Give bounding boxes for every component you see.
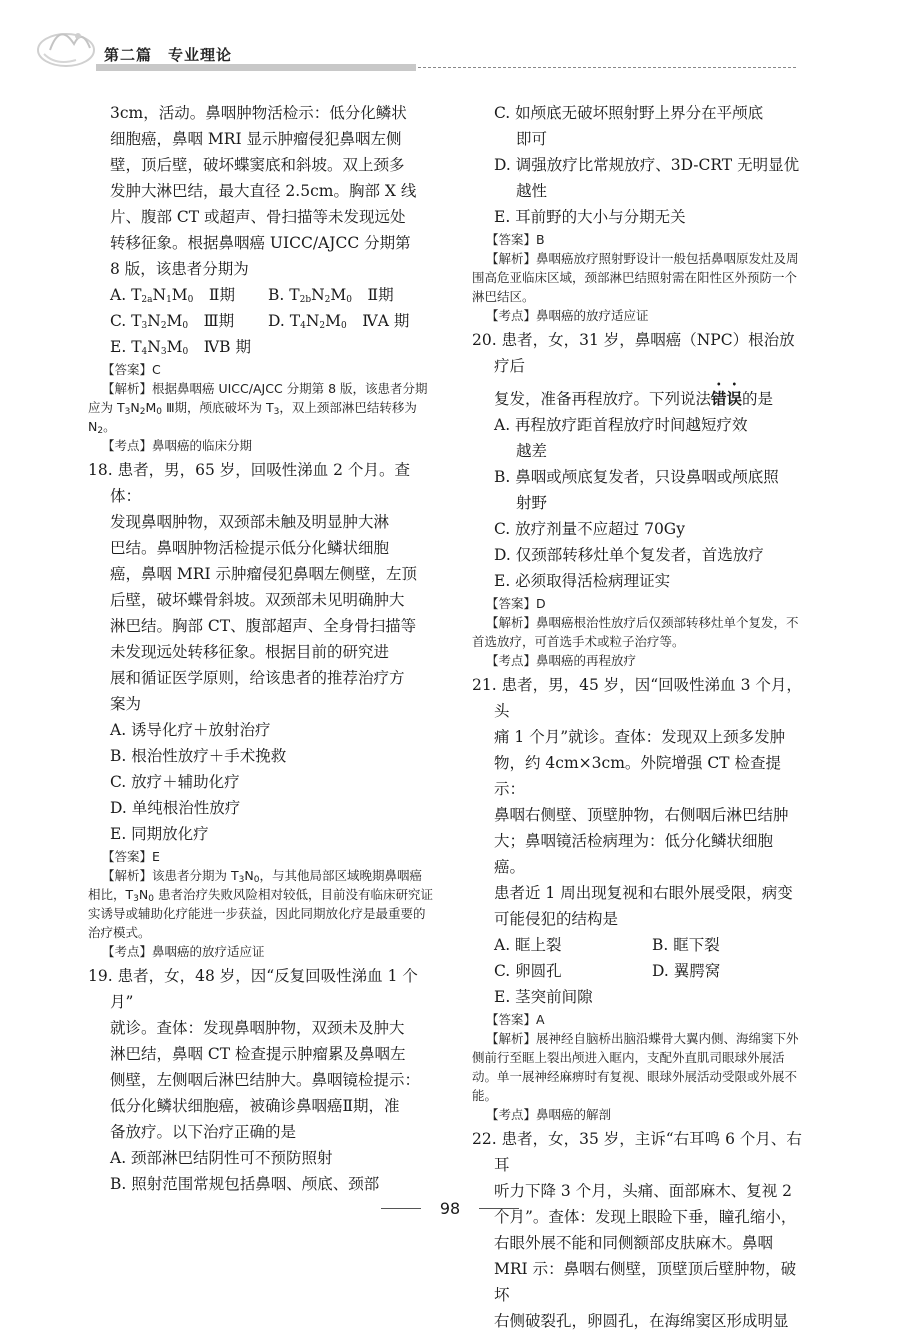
option-row bbox=[88, 334, 433, 360]
option-d-continued: 越性 bbox=[516, 182, 548, 200]
text-line: 案为 bbox=[110, 695, 142, 713]
text-line: 鼻咽右侧壁、顶壁肿物，右侧咽后淋巴结肿 bbox=[494, 806, 789, 824]
option-a-continued: 越差 bbox=[516, 442, 548, 460]
option-b: B. 眶下裂 bbox=[652, 936, 720, 954]
option-e: E. 同期放化疗 bbox=[110, 825, 209, 843]
option-c: C. $T_3N_2M_0$ Ⅲ期 bbox=[110, 312, 235, 331]
option-a: A. 诱导化疗＋放射治疗 bbox=[110, 721, 271, 739]
header-bar bbox=[96, 64, 416, 71]
key-point: 【考点】鼻咽癌的放疗适应证 bbox=[486, 308, 649, 323]
text-line: 巴结。鼻咽肿物活检提示低分化鳞状细胞 bbox=[110, 539, 390, 557]
question-22 bbox=[472, 1126, 802, 1334]
option-d: D. 调强放疗比常规放疗、3D-CRT 无明显优 bbox=[494, 156, 800, 174]
option-a: A. $T_{2a}N_1M_0$ Ⅱ期 bbox=[110, 286, 235, 305]
text-line: 右眼外展不能和同侧额部皮肤麻木。鼻咽 bbox=[494, 1234, 774, 1252]
answer: 【答案】A bbox=[486, 1012, 545, 1027]
explanation: 【解析】根据鼻咽癌 UICC/AJCC 分期第 8 版，该患者分期应为 $T_3N_2M_0$ Ⅲ期，颅底破坏为 $T_3$，双上颈部淋巴结转移为 $N_2$。 bbox=[88, 381, 428, 436]
text-line: 痛 1 个月”就诊。查体：发现双上颈多发肿 bbox=[494, 728, 786, 746]
text-line: 片、腹部 CT 或超声、骨扫描等未发现远处 bbox=[110, 208, 406, 226]
text-line: 个月”。查体：发现上眼睑下垂，瞳孔缩小， bbox=[494, 1208, 797, 1226]
question-21 bbox=[472, 672, 802, 1124]
text-line: 侧壁，左侧咽后淋巴结肿大。鼻咽镜检提示： bbox=[110, 1071, 421, 1089]
option-d: D. 仅颈部转移灶单个复发者，首选放疗 bbox=[494, 546, 764, 564]
text-line: 淋巴结，鼻咽 CT 检查提示肿瘤累及鼻咽左 bbox=[110, 1045, 406, 1063]
text-line: 物，约 4cm×3cm。外院增强 CT 检查提示： bbox=[494, 754, 781, 798]
question-17-continued bbox=[88, 100, 433, 455]
explanation: 【解析】该患者分期为 $T_3N_0$，与其他局部区域晚期鼻咽癌相比，$T_3N_0$ 患者治疗失败风险相对较低，目前没有临床研究证实诱导或辅助化疗能进一步获益，因此同期放化疗是最重要的治疗模式。 bbox=[88, 868, 433, 940]
text-line: 发肿大淋巴结，最大直径 2.5cm。胸部 X 线 bbox=[110, 182, 417, 200]
option-e: E. 耳前野的大小与分期无关 bbox=[494, 208, 686, 226]
question-18 bbox=[88, 457, 433, 961]
option-row bbox=[472, 932, 802, 958]
option-e: E. $T_4N_3M_0$ ⅣB 期 bbox=[110, 338, 251, 357]
option-c: C. 卵圆孔 bbox=[494, 962, 562, 980]
option-e: E. 茎突前间隙 bbox=[494, 988, 593, 1006]
option-a: A. 眶上裂 bbox=[494, 936, 562, 954]
option-d: D. 单纯根治性放疗 bbox=[110, 799, 241, 817]
text-line: 大；鼻咽镜活检病理为：低分化鳞状细胞癌。 bbox=[494, 832, 774, 876]
option-d: D. $T_4N_2M_0$ ⅣA 期 bbox=[268, 312, 410, 331]
text-line: 细胞癌，鼻咽 MRI 显示肿瘤侵犯鼻咽左侧 bbox=[110, 130, 402, 148]
key-point: 【考点】鼻咽癌的临床分期 bbox=[102, 438, 253, 453]
text-line: 未发现远处转移征象。根据目前的研究进 bbox=[110, 643, 390, 661]
section-title: 第二篇 专业理论 bbox=[104, 46, 233, 64]
text-line: 3cm，活动。鼻咽肿物活检示：低分化鳞状 bbox=[110, 104, 407, 122]
question-20 bbox=[472, 327, 802, 670]
option-b: B. 鼻咽或颅底复发者，只设鼻咽或颅底照 bbox=[494, 468, 779, 486]
explanation: 【解析】鼻咽癌根治性放疗后仅颈部转移灶单个复发，不首选放疗，可首选手术或粒子治疗等。 bbox=[472, 615, 799, 649]
text-line: MRI 示：鼻咽右侧壁，顶壁顶后壁肿物，破坏 bbox=[494, 1260, 797, 1304]
text-line: 就诊。查体：发现鼻咽肿物，双颈未及肿大 bbox=[110, 1019, 405, 1037]
option-row bbox=[88, 282, 433, 308]
question-19 bbox=[88, 963, 433, 1197]
option-a: A. 再程放疗距首程放疗时间越短疗效 bbox=[494, 416, 748, 434]
emphasis-word: 错误 bbox=[711, 389, 743, 408]
text-line: 听力下降 3 个月，头痛、面部麻木、复视 2 bbox=[494, 1182, 793, 1200]
option-b: B. 照射范围常规包括鼻咽、颅底、颈部 bbox=[110, 1175, 380, 1193]
question-stem: 18. 患者，男，65 岁，回吸性涕血 2 个月。查体： bbox=[88, 461, 410, 505]
option-e: E. 必须取得活检病理证实 bbox=[494, 572, 671, 590]
header-dashed-line bbox=[418, 67, 796, 68]
text-line: 壁，顶后壁，破坏蝶窦底和斜坡。双上颈多 bbox=[110, 156, 405, 174]
question-stem: 19. 患者，女，48 岁，因“反复回吸性涕血 1 个月” bbox=[88, 967, 418, 1011]
question-stem: 22. 患者，女，35 岁，主诉“右耳鸣 6 个月、右耳 bbox=[472, 1130, 802, 1174]
right-column bbox=[472, 100, 802, 1334]
footer-dash-left bbox=[381, 1208, 421, 1209]
text-line: 右侧破裂孔，卵圆孔，在海绵窦区形成明显 bbox=[494, 1312, 789, 1330]
option-b: B. $T_{2b}N_2M_0$ Ⅱ期 bbox=[268, 286, 394, 305]
option-row bbox=[88, 308, 433, 334]
left-column bbox=[88, 100, 433, 1197]
key-point: 【考点】鼻咽癌的解剖 bbox=[486, 1107, 612, 1122]
option-c: C. 放疗剂量不应超过 70Gy bbox=[494, 520, 685, 538]
lotus-logo-icon bbox=[30, 14, 100, 74]
key-point: 【考点】鼻咽癌的放疗适应证 bbox=[102, 944, 265, 959]
text-line: 可能侵犯的结构是 bbox=[494, 910, 619, 928]
text-line: 患者近 1 周出现复视和右眼外展受限，病变 bbox=[494, 884, 793, 902]
page-footer bbox=[0, 1198, 900, 1222]
text-line: 转移征象。根据鼻咽癌 UICC/AJCC 分期第 bbox=[110, 234, 411, 252]
answer: 【答案】D bbox=[486, 596, 546, 611]
option-b: B. 根治性放疗＋手术挽救 bbox=[110, 747, 287, 765]
key-point: 【考点】鼻咽癌的再程放疗 bbox=[486, 653, 637, 668]
text-line: 8 版，该患者分期为 bbox=[110, 260, 249, 278]
option-c: C. 如颅底无破坏照射野上界分在平颅底 bbox=[494, 104, 764, 122]
option-b-continued: 射野 bbox=[516, 494, 548, 512]
text-line: 展和循证医学原则，给该患者的推荐治疗方 bbox=[110, 669, 405, 687]
answer: 【答案】B bbox=[486, 232, 545, 247]
text-line: 后壁，破坏蝶骨斜坡。双颈部未见明确肿大 bbox=[110, 591, 405, 609]
text-line: 复发，准备再程放疗。下列说法错误的是 bbox=[494, 389, 774, 408]
option-d: D. 翼腭窝 bbox=[652, 962, 721, 980]
question-stem: 20. 患者，女，31 岁，鼻咽癌（NPC）根治放疗后 bbox=[472, 331, 795, 375]
text-line: 备放疗。以下治疗正确的是 bbox=[110, 1123, 297, 1141]
answer: 【答案】E bbox=[102, 849, 160, 864]
option-c: C. 放疗＋辅助化疗 bbox=[110, 773, 240, 791]
page-header bbox=[0, 0, 900, 80]
explanation: 【解析】展神经自脑桥出脑沿蝶骨大翼内侧、海绵窦下外侧前行至眶上裂出颅进入眶内，支配外直肌司眼球外展活动。单一展神经麻痹时有复视、眼球外展活动受限或外展不能。 bbox=[472, 1031, 799, 1103]
answer: 【答案】C bbox=[102, 362, 161, 377]
question-stem: 21. 患者，男，45 岁，因“回吸性涕血 3 个月，头 bbox=[472, 676, 802, 720]
text-line: 发现鼻咽肿物，双颈部未触及明显肿大淋 bbox=[110, 513, 390, 531]
option-c-continued: 即可 bbox=[516, 130, 548, 148]
text-line: 低分化鳞状细胞癌，被确诊鼻咽癌Ⅱ期，准 bbox=[110, 1097, 400, 1115]
text-line: 癌，鼻咽 MRI 示肿瘤侵犯鼻咽左侧壁，左顶 bbox=[110, 565, 418, 583]
page-number: 98 bbox=[439, 1199, 461, 1218]
explanation: 【解析】鼻咽癌放疗照射野设计一般包括鼻咽原发灶及周围高危亚临床区域，颈部淋巴结照射需在阳性区外预防一个淋巴结区。 bbox=[472, 251, 799, 304]
text-line: 淋巴结。胸部 CT、腹部超声、全身骨扫描等 bbox=[110, 617, 417, 635]
option-a: A. 颈部淋巴结阴性可不预防照射 bbox=[110, 1149, 333, 1167]
question-19-continued bbox=[472, 100, 802, 325]
footer-dash-right bbox=[479, 1208, 519, 1209]
option-row bbox=[472, 958, 802, 984]
